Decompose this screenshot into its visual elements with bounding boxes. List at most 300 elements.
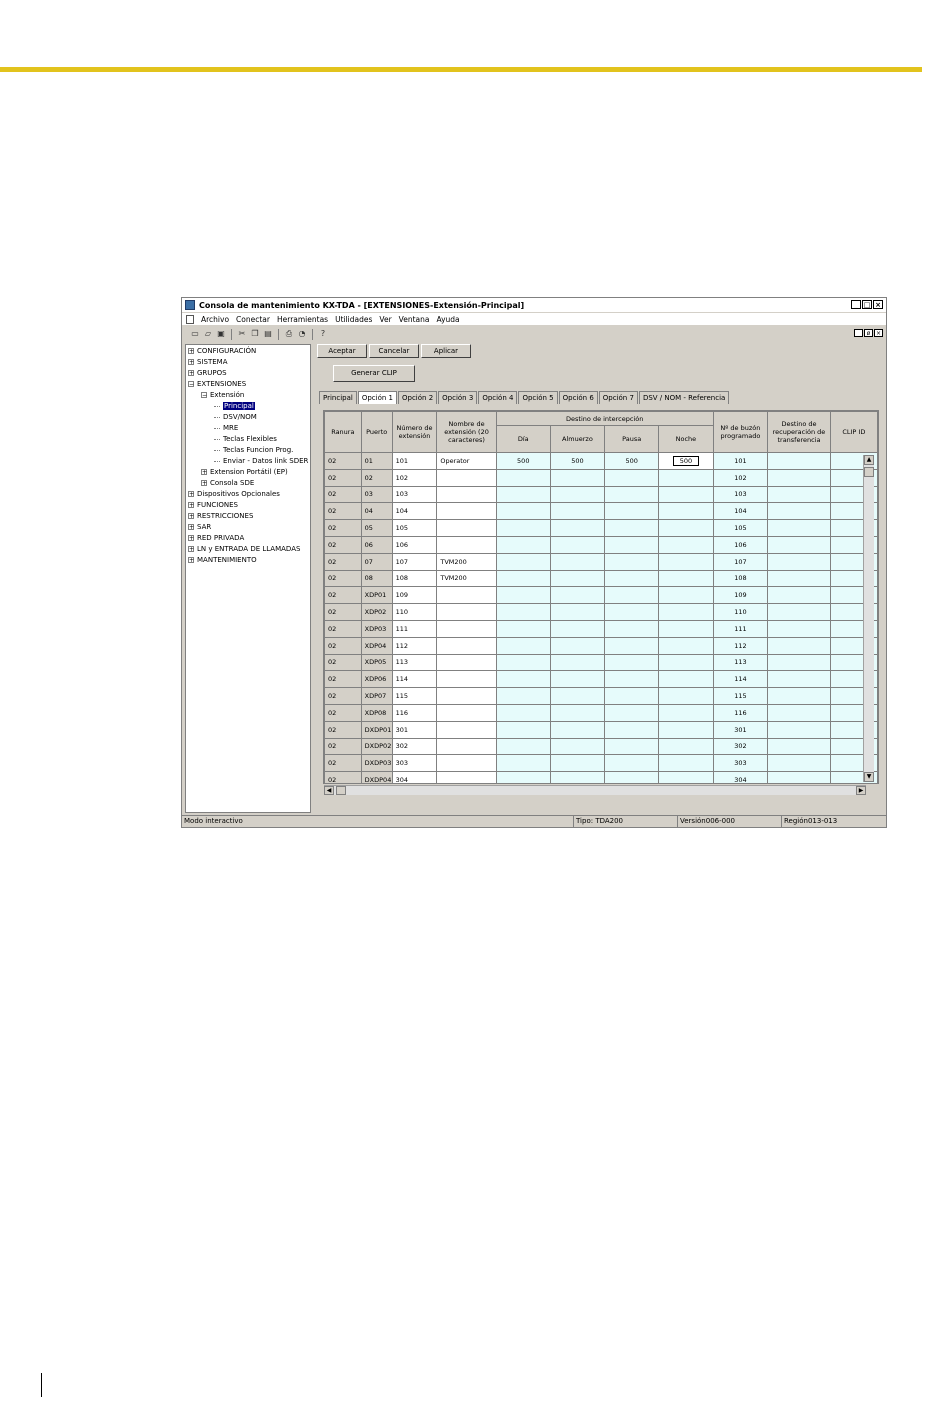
cell-ranura[interactable]: 02 [325, 755, 362, 772]
cell-pausa[interactable] [605, 738, 659, 755]
cell-ranura[interactable]: 02 [325, 738, 362, 755]
cell-almuerzo[interactable] [550, 486, 604, 503]
tree-item-label: EXTENSIONES [197, 380, 247, 388]
cell-dia[interactable] [496, 536, 550, 553]
cell-ranura[interactable]: 02 [325, 503, 362, 520]
cell-noche[interactable] [659, 469, 713, 486]
cell-dia[interactable] [496, 587, 550, 604]
cell-almuerzo[interactable] [550, 772, 604, 784]
cell-recuperacion[interactable] [768, 486, 831, 503]
tree-item[interactable] [188, 346, 256, 356]
cell-recuperacion[interactable] [768, 604, 831, 621]
header-buzon[interactable]: Nº de buzón programado [713, 412, 768, 453]
tree-item[interactable] [214, 434, 277, 444]
connect-icon[interactable]: ◔ [298, 329, 306, 338]
cell-numero[interactable]: 301 [392, 721, 437, 738]
cell-almuerzo[interactable] [550, 738, 604, 755]
tab-0[interactable]: Principal [319, 391, 357, 404]
tree-item[interactable] [214, 456, 308, 466]
cell-buzon[interactable]: 302 [713, 738, 768, 755]
cell-dia[interactable] [496, 553, 550, 570]
cell-ranura[interactable]: 02 [325, 570, 362, 587]
cell-dia[interactable] [496, 772, 550, 784]
aplicar-button[interactable]: Aplicar [421, 344, 471, 358]
cell-pausa[interactable] [605, 469, 659, 486]
cell-almuerzo[interactable] [550, 503, 604, 520]
tab-6[interactable]: Opción 6 [559, 391, 598, 404]
cell-buzon[interactable]: 304 [713, 772, 768, 784]
cell-recuperacion[interactable] [768, 469, 831, 486]
cell-noche[interactable] [659, 671, 713, 688]
copy-icon[interactable]: ❐ [251, 329, 259, 338]
new-icon[interactable]: ▭ [191, 329, 199, 338]
cell-noche[interactable] [659, 536, 713, 553]
cell-ranura[interactable]: 02 [325, 721, 362, 738]
expand-icon[interactable]: + [189, 535, 195, 542]
menu-ayuda[interactable]: Ayuda [436, 314, 460, 324]
cell-recuperacion[interactable] [768, 772, 831, 784]
cell-dia[interactable] [496, 671, 550, 688]
cell-pausa[interactable] [605, 704, 659, 721]
cell-puerto[interactable]: XDP02 [361, 604, 392, 621]
cell-nombre[interactable] [437, 486, 496, 503]
tab-7[interactable]: Opción 7 [599, 391, 638, 404]
tree-item-label: FUNCIONES [197, 501, 238, 509]
cell-pausa[interactable]: 500 [605, 453, 659, 470]
tab-5[interactable]: Opción 5 [518, 391, 557, 404]
cell-nombre[interactable] [437, 738, 496, 755]
cell-recuperacion[interactable] [768, 755, 831, 772]
tree-item[interactable] [188, 533, 244, 543]
cell-numero[interactable]: 112 [392, 637, 437, 654]
cell-nombre[interactable] [437, 469, 496, 486]
cell-recuperacion[interactable] [768, 520, 831, 537]
cell-dia[interactable] [496, 637, 550, 654]
cell-pausa[interactable] [605, 486, 659, 503]
cell-ranura[interactable]: 02 [325, 620, 362, 637]
tree-item[interactable] [188, 511, 253, 521]
cell-puerto[interactable]: XDP03 [361, 620, 392, 637]
scroll-up-icon[interactable]: ▲ [864, 455, 874, 465]
cell-numero[interactable]: 102 [392, 469, 437, 486]
cell-almuerzo[interactable] [550, 688, 604, 705]
cell-dia[interactable] [496, 486, 550, 503]
cell-puerto[interactable]: 04 [361, 503, 392, 520]
cell-puerto[interactable]: 02 [361, 469, 392, 486]
cell-noche[interactable] [659, 637, 713, 654]
cell-numero[interactable]: 109 [392, 587, 437, 604]
tree-item[interactable] [188, 357, 227, 367]
cell-puerto[interactable]: XDP01 [361, 587, 392, 604]
menu-archivo[interactable]: Archivo [201, 314, 230, 324]
tree-item-label: Consola SDE [210, 479, 255, 487]
scroll-thumb[interactable] [864, 467, 874, 477]
cell-numero[interactable]: 107 [392, 553, 437, 570]
expand-icon[interactable]: + [189, 502, 195, 509]
cell-puerto[interactable]: 05 [361, 520, 392, 537]
cell-dia[interactable] [496, 704, 550, 721]
cell-recuperacion[interactable] [768, 671, 831, 688]
cell-pausa[interactable] [605, 688, 659, 705]
cell-nombre[interactable]: TVM200 [437, 553, 496, 570]
tree-item[interactable] [214, 401, 255, 411]
cell-recuperacion[interactable] [768, 738, 831, 755]
cell-ranura[interactable]: 02 [325, 704, 362, 721]
cell-puerto[interactable]: DXDP03 [361, 755, 392, 772]
cell-pausa[interactable] [605, 721, 659, 738]
cell-nombre[interactable] [437, 503, 496, 520]
tree-item[interactable] [188, 522, 211, 532]
tree-item[interactable] [214, 445, 293, 455]
cell-almuerzo[interactable] [550, 587, 604, 604]
cell-almuerzo[interactable] [550, 654, 604, 671]
expand-icon[interactable]: + [189, 370, 195, 377]
cell-nombre[interactable] [437, 671, 496, 688]
print-icon[interactable]: ⎙ [285, 329, 293, 338]
header-numero-extension[interactable]: Número de extensión [392, 412, 437, 453]
tree-item[interactable] [188, 379, 246, 389]
cell-puerto[interactable]: XDP05 [361, 654, 392, 671]
header-clip-id[interactable]: CLIP ID [830, 412, 877, 453]
cell-puerto[interactable]: 06 [361, 536, 392, 553]
tab-2[interactable]: Opción 2 [398, 391, 437, 404]
cell-numero[interactable]: 116 [392, 704, 437, 721]
expand-icon[interactable]: + [189, 491, 195, 498]
cell-buzon[interactable]: 109 [713, 587, 768, 604]
cell-buzon[interactable]: 106 [713, 536, 768, 553]
cell-buzon[interactable]: 115 [713, 688, 768, 705]
cell-recuperacion[interactable] [768, 503, 831, 520]
cell-nombre[interactable] [437, 637, 496, 654]
cell-buzon[interactable]: 112 [713, 637, 768, 654]
cell-ranura[interactable]: 02 [325, 486, 362, 503]
table-row [325, 536, 878, 553]
mdi-minimize-button[interactable]: _ [854, 329, 863, 337]
cell-nombre[interactable] [437, 772, 496, 784]
horizontal-scrollbar[interactable] [324, 785, 866, 795]
cell-dia[interactable] [496, 604, 550, 621]
tab-4[interactable]: Opción 4 [478, 391, 517, 404]
cell-nombre[interactable] [437, 704, 496, 721]
expand-icon[interactable]: + [202, 469, 208, 476]
cell-dia[interactable] [496, 503, 550, 520]
cell-pausa[interactable] [605, 654, 659, 671]
cell-ranura[interactable]: 02 [325, 536, 362, 553]
cell-recuperacion[interactable] [768, 536, 831, 553]
cell-buzon[interactable]: 107 [713, 553, 768, 570]
header-puerto[interactable]: Puerto [361, 412, 392, 453]
cell-noche[interactable] [659, 570, 713, 587]
cut-icon[interactable]: ✂ [238, 329, 246, 338]
collapse-icon[interactable]: − [202, 392, 208, 399]
cell-noche[interactable] [659, 654, 713, 671]
table-row [325, 486, 878, 503]
cell-buzon[interactable]: 102 [713, 469, 768, 486]
tab-1[interactable]: Opción 1 [358, 391, 397, 404]
cell-noche[interactable] [659, 755, 713, 772]
cell-noche[interactable] [659, 453, 713, 470]
cell-almuerzo[interactable] [550, 604, 604, 621]
cell-pausa[interactable] [605, 755, 659, 772]
cell-buzon[interactable]: 105 [713, 520, 768, 537]
scroll-left-icon[interactable]: ◀ [324, 786, 334, 795]
cell-dia[interactable] [496, 688, 550, 705]
expand-icon[interactable]: + [189, 348, 195, 355]
cell-puerto[interactable]: 01 [361, 453, 392, 470]
expand-icon[interactable]: + [189, 557, 195, 564]
header-pausa[interactable]: Pausa [605, 426, 659, 453]
cell-puerto[interactable]: 08 [361, 570, 392, 587]
tab-3[interactable]: Opción 3 [438, 391, 477, 404]
status-type: Tipo: TDA200 [574, 816, 678, 828]
minimize-button[interactable]: _ [851, 300, 861, 309]
cell-dia[interactable] [496, 721, 550, 738]
cell-recuperacion[interactable] [768, 688, 831, 705]
cell-noche[interactable] [659, 704, 713, 721]
tree-item[interactable] [214, 412, 257, 422]
cell-numero[interactable]: 101 [392, 453, 437, 470]
cell-recuperacion[interactable] [768, 704, 831, 721]
scroll-right-icon[interactable]: ▶ [856, 786, 866, 795]
save-icon[interactable]: ▣ [217, 329, 225, 338]
cell-buzon[interactable]: 113 [713, 654, 768, 671]
cell-dia[interactable] [496, 520, 550, 537]
cell-buzon[interactable]: 104 [713, 503, 768, 520]
tree-item[interactable] [188, 500, 238, 510]
cell-recuperacion[interactable] [768, 654, 831, 671]
cell-ranura[interactable]: 02 [325, 453, 362, 470]
cell-almuerzo[interactable] [550, 570, 604, 587]
cell-noche[interactable] [659, 587, 713, 604]
cell-pausa[interactable] [605, 604, 659, 621]
cell-almuerzo[interactable] [550, 704, 604, 721]
menu-ver[interactable]: Ver [379, 314, 392, 324]
header-destino-recuperacion[interactable]: Destino de recuperación de transferencia [768, 412, 831, 453]
cell-almuerzo[interactable] [550, 637, 604, 654]
cell-buzon[interactable]: 301 [713, 721, 768, 738]
cell-dia[interactable] [496, 755, 550, 772]
cell-dia[interactable] [496, 738, 550, 755]
cell-numero[interactable]: 302 [392, 738, 437, 755]
cell-ranura[interactable]: 02 [325, 772, 362, 784]
cell-nombre[interactable] [437, 620, 496, 637]
tree-item[interactable] [214, 423, 238, 433]
cell-numero[interactable]: 104 [392, 503, 437, 520]
cell-buzon[interactable]: 116 [713, 704, 768, 721]
cell-recuperacion[interactable] [768, 570, 831, 587]
cell-noche[interactable] [659, 503, 713, 520]
cell-almuerzo[interactable] [550, 671, 604, 688]
cell-puerto[interactable]: XDP07 [361, 688, 392, 705]
cell-ranura[interactable]: 02 [325, 520, 362, 537]
cell-numero[interactable]: 105 [392, 520, 437, 537]
cell-ranura[interactable]: 02 [325, 587, 362, 604]
generar-clip-button[interactable]: Generar CLIP [333, 365, 415, 382]
header-noche[interactable]: Noche [659, 426, 713, 453]
cell-nombre[interactable] [437, 688, 496, 705]
cell-pausa[interactable] [605, 637, 659, 654]
table-row [325, 620, 878, 637]
cell-numero[interactable]: 103 [392, 486, 437, 503]
cell-almuerzo[interactable] [550, 620, 604, 637]
cell-puerto[interactable]: DXDP01 [361, 721, 392, 738]
cell-almuerzo[interactable] [550, 520, 604, 537]
expand-icon[interactable]: + [189, 524, 195, 531]
cell-recuperacion[interactable] [768, 553, 831, 570]
header-almuerzo[interactable]: Almuerzo [550, 426, 604, 453]
cell-noche[interactable] [659, 553, 713, 570]
cell-buzon[interactable]: 111 [713, 620, 768, 637]
cell-buzon[interactable]: 114 [713, 671, 768, 688]
cell-noche[interactable] [659, 721, 713, 738]
cell-pausa[interactable] [605, 587, 659, 604]
cell-pausa[interactable] [605, 553, 659, 570]
mdi-restore-button[interactable]: ø [864, 329, 873, 337]
cell-buzon[interactable]: 303 [713, 755, 768, 772]
paste-icon[interactable]: ▤ [264, 329, 272, 338]
cell-pausa[interactable] [605, 772, 659, 784]
cell-numero[interactable]: 115 [392, 688, 437, 705]
cell-nombre[interactable] [437, 755, 496, 772]
tree-item[interactable] [201, 390, 244, 400]
cell-recuperacion[interactable] [768, 721, 831, 738]
cell-nombre[interactable] [437, 520, 496, 537]
document-icon[interactable] [186, 315, 194, 324]
cell-puerto[interactable]: 07 [361, 553, 392, 570]
cell-dia[interactable] [496, 620, 550, 637]
cell-numero[interactable]: 111 [392, 620, 437, 637]
tree-branch-line [214, 417, 220, 418]
cell-puerto[interactable]: XDP04 [361, 637, 392, 654]
vertical-scrollbar[interactable] [863, 455, 874, 782]
cell-numero[interactable]: 106 [392, 536, 437, 553]
cell-noche[interactable] [659, 738, 713, 755]
cell-ranura[interactable]: 02 [325, 553, 362, 570]
cell-noche[interactable] [659, 520, 713, 537]
cell-buzon[interactable]: 110 [713, 604, 768, 621]
menu-utilidades[interactable]: Utilidades [335, 314, 373, 324]
cell-nombre[interactable] [437, 604, 496, 621]
cell-recuperacion[interactable] [768, 453, 831, 470]
cell-noche[interactable] [659, 620, 713, 637]
cell-pausa[interactable] [605, 671, 659, 688]
header-nombre-extension[interactable]: Nombre de extensión (20 caracteres) [437, 412, 496, 453]
expand-icon[interactable]: + [189, 546, 195, 553]
cell-numero[interactable]: 114 [392, 671, 437, 688]
cell-almuerzo[interactable]: 500 [550, 453, 604, 470]
cell-numero[interactable]: 110 [392, 604, 437, 621]
cell-recuperacion[interactable] [768, 637, 831, 654]
close-button[interactable]: × [873, 300, 883, 309]
cell-noche[interactable] [659, 604, 713, 621]
cell-pausa[interactable] [605, 620, 659, 637]
cell-dia[interactable] [496, 654, 550, 671]
cell-almuerzo[interactable] [550, 469, 604, 486]
tab-8[interactable]: DSV / NOM - Referencia [639, 391, 729, 404]
menu-herramientas[interactable]: Herramientas [276, 314, 329, 324]
cell-recuperacion[interactable] [768, 587, 831, 604]
cell-ranura[interactable]: 02 [325, 604, 362, 621]
cell-puerto[interactable]: XDP08 [361, 704, 392, 721]
cell-ranura[interactable]: 02 [325, 671, 362, 688]
tree-item[interactable] [188, 368, 227, 378]
cell-dia[interactable] [496, 469, 550, 486]
cell-puerto[interactable]: DXDP04 [361, 772, 392, 784]
collapse-icon[interactable]: − [189, 381, 195, 388]
cell-puerto[interactable]: XDP06 [361, 671, 392, 688]
cell-nombre[interactable]: Operator [437, 453, 496, 470]
table-row [325, 570, 878, 587]
cancelar-button[interactable]: Cancelar [369, 344, 419, 358]
cell-ranura[interactable]: 02 [325, 688, 362, 705]
cell-noche[interactable] [659, 486, 713, 503]
header-dia[interactable]: Día [496, 426, 550, 453]
cell-editor[interactable]: 500 [673, 456, 699, 466]
cell-pausa[interactable] [605, 570, 659, 587]
expand-icon[interactable]: + [202, 480, 208, 487]
cell-nombre[interactable] [437, 654, 496, 671]
tree-item-label: Enviar - Datos link SDER [223, 457, 309, 465]
cell-puerto[interactable]: DXDP02 [361, 738, 392, 755]
cell-buzon[interactable]: 103 [713, 486, 768, 503]
cell-numero[interactable]: 108 [392, 570, 437, 587]
cell-numero[interactable]: 304 [392, 772, 437, 784]
cell-buzon[interactable]: 101 [713, 453, 768, 470]
open-icon[interactable]: ▱ [204, 329, 212, 338]
cell-pausa[interactable] [605, 520, 659, 537]
tree-item[interactable] [188, 544, 300, 554]
cell-noche[interactable] [659, 688, 713, 705]
cell-ranura[interactable]: 02 [325, 654, 362, 671]
cell-numero[interactable]: 113 [392, 654, 437, 671]
cell-nombre[interactable] [437, 587, 496, 604]
cell-buzon[interactable]: 108 [713, 570, 768, 587]
cell-noche[interactable] [659, 772, 713, 784]
mdi-close-button[interactable]: × [875, 330, 882, 337]
cell-almuerzo[interactable] [550, 755, 604, 772]
cell-ranura[interactable]: 02 [325, 469, 362, 486]
tree-item[interactable] [188, 489, 280, 499]
cell-puerto[interactable]: 03 [361, 486, 392, 503]
hscroll-thumb[interactable] [336, 786, 346, 795]
header-ranura[interactable]: Ranura [325, 412, 362, 453]
cell-numero[interactable]: 303 [392, 755, 437, 772]
cell-almuerzo[interactable] [550, 536, 604, 553]
cell-nombre[interactable] [437, 721, 496, 738]
cell-ranura[interactable]: 02 [325, 637, 362, 654]
cell-dia[interactable]: 500 [496, 453, 550, 470]
cell-dia[interactable] [496, 570, 550, 587]
help-icon[interactable]: ? [320, 329, 326, 338]
cell-almuerzo[interactable] [550, 553, 604, 570]
maximize-button[interactable]: □ [863, 301, 871, 309]
menu-conectar[interactable]: Conectar [236, 314, 270, 324]
cell-pausa[interactable] [605, 536, 659, 553]
scroll-down-icon[interactable]: ▼ [864, 772, 874, 782]
cell-almuerzo[interactable] [550, 721, 604, 738]
cell-nombre[interactable] [437, 536, 496, 553]
menu-ventana[interactable]: Ventana [398, 314, 430, 324]
expand-icon[interactable]: + [189, 513, 195, 520]
aceptar-button[interactable]: Aceptar [317, 344, 367, 358]
tree-item[interactable] [188, 555, 257, 565]
expand-icon[interactable]: + [189, 359, 195, 366]
cell-recuperacion[interactable] [768, 620, 831, 637]
cell-nombre[interactable]: TVM200 [437, 570, 496, 587]
tree-item[interactable] [201, 478, 254, 488]
tree-item[interactable] [201, 467, 288, 477]
cell-pausa[interactable] [605, 503, 659, 520]
